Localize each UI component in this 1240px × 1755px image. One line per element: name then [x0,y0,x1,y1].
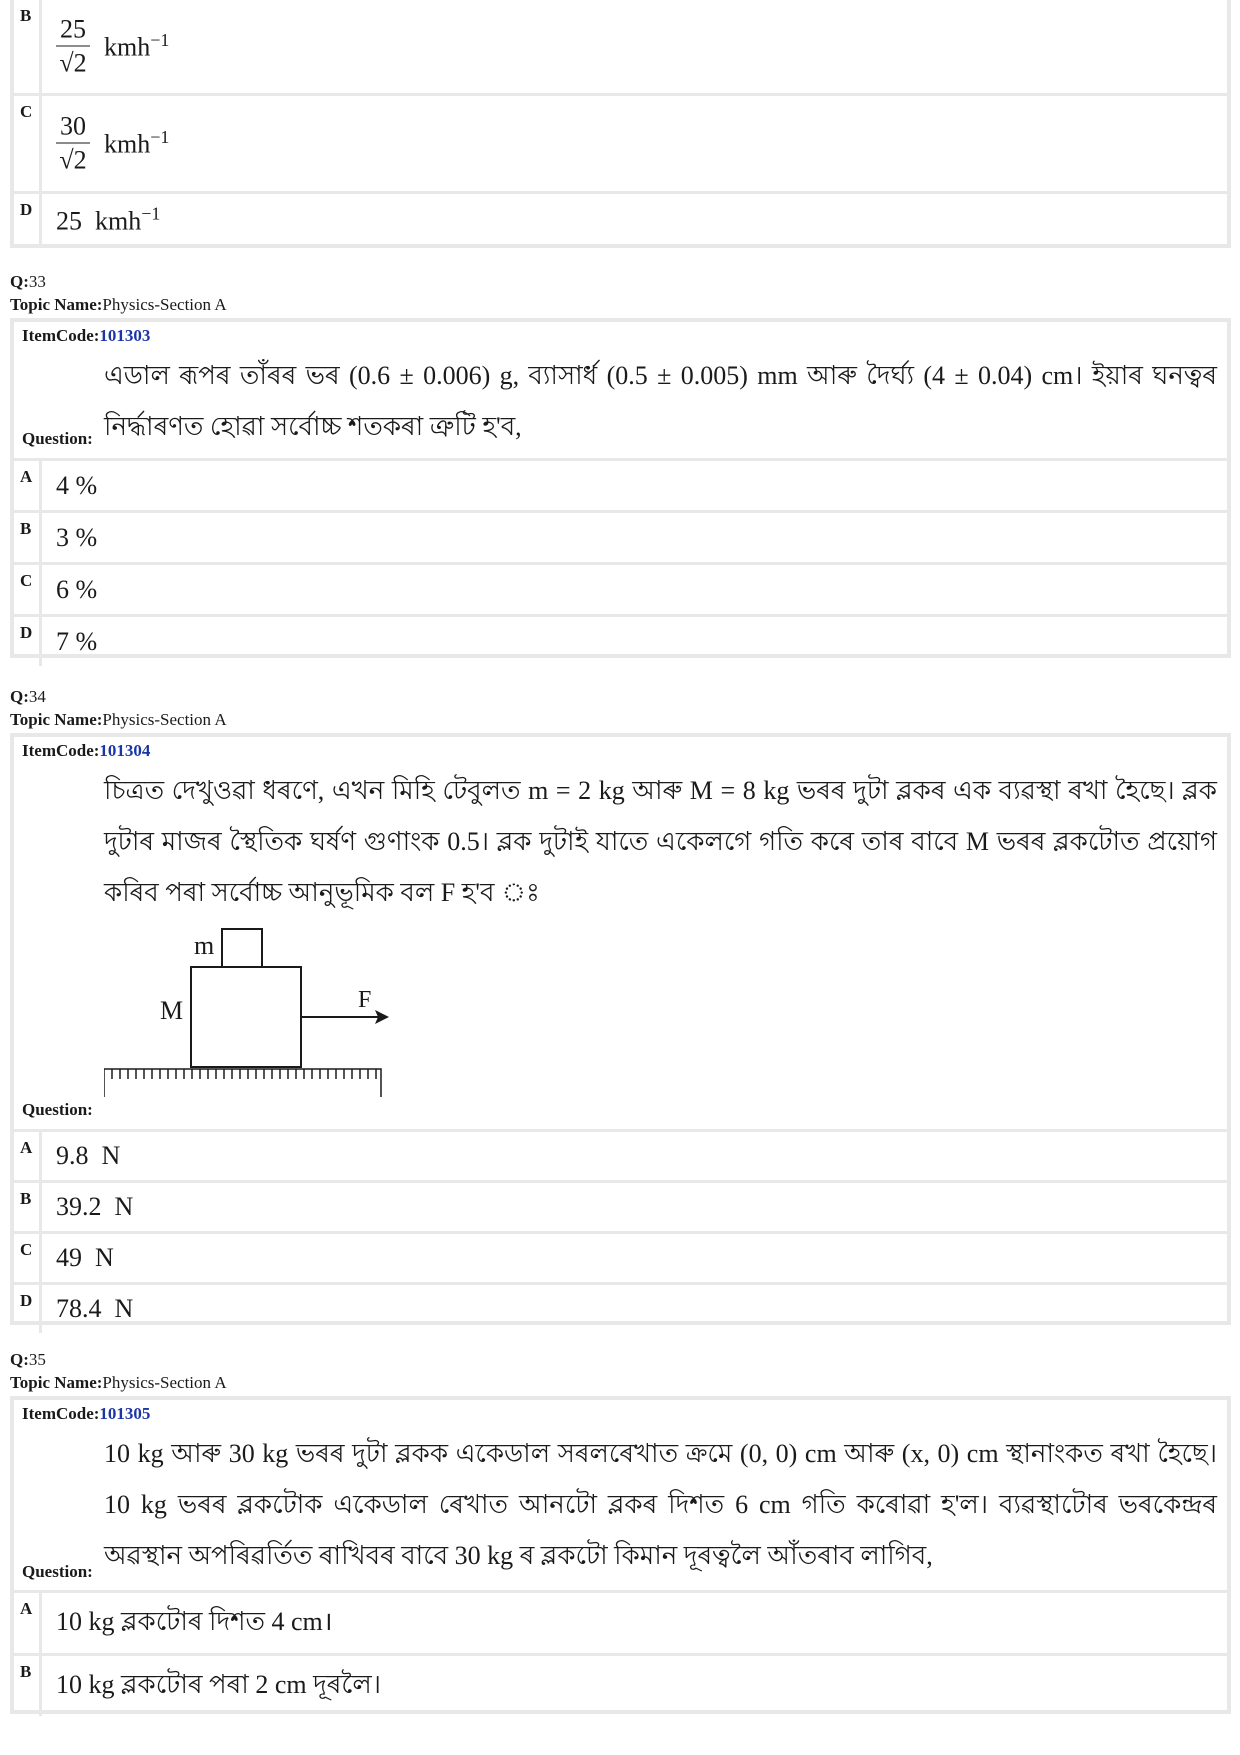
itemcode-label: ItemCode: [22,1404,100,1423]
itemcode-value: 101305 [99,1404,151,1423]
option-value [56,13,169,80]
q33-option-b[interactable] [14,513,1227,565]
q33-header [10,270,227,316]
fraction [56,110,90,177]
topic-value: Physics-Section A [102,295,227,314]
q-number: 33 [28,272,46,291]
q32-options-box [10,0,1231,248]
option-letter: A [14,461,42,510]
q32-option-d[interactable] [14,194,1227,246]
question-text: এডাল ৰূপৰ তাঁৰৰ ভৰ (0.6 ± 0.006) g, ব্যাসাৰ্ধ (0.5 ± 0.005) mm আৰু দৈৰ্ঘ্য (4 ± 0.04) cm। ইয়াৰ ঘনত্বৰ নিৰ্দ্ধাৰণত হোৱা সৰ্বোচ্চ শতকৰা ত্ৰুটি হ'ব, [104,361,1217,441]
table-surface [104,1069,381,1097]
q33-question [14,322,1227,461]
big-block-M [191,967,301,1067]
option-value: 78.4 N [56,1294,134,1323]
itemcode [22,741,150,761]
q33-option-a[interactable] [14,461,1227,513]
unit-text: kmh [104,32,151,62]
fraction-denominator: √2 [59,48,87,77]
q35-box [10,1396,1231,1714]
q33-option-d[interactable] [14,617,1227,666]
itemcode [22,1404,150,1424]
question-number [10,270,227,293]
option-text: 25 kmh [56,206,142,236]
option-letter: D [14,194,42,246]
topic-name [10,1371,227,1394]
blocks-force-figure [104,927,404,1117]
unit-exponent: −1 [141,203,161,224]
label-m: m [194,931,215,960]
option-value: 10 kg ব্লকটোৰ পৰা 2 cm দূৰলৈ। [56,1670,381,1699]
label-M: M [160,996,184,1025]
option-letter: C [14,565,42,614]
topic-value: Physics-Section A [102,1373,227,1392]
q32-option-b[interactable] [14,0,1227,96]
small-block-m [222,929,262,967]
option-letter: C [14,96,42,191]
option-letter: D [14,617,42,666]
question-label: Question: [22,1562,93,1581]
label-F: F [358,987,372,1013]
fraction [56,13,90,80]
option-value: 49 N [56,1243,114,1272]
topic-value: Physics-Section A [102,710,227,729]
q34-header [10,685,227,731]
q-label: Q: [10,272,29,291]
q34-option-b[interactable] [14,1183,1227,1234]
q35-header [10,1348,227,1394]
q-number: 34 [28,687,46,706]
q33-option-c[interactable] [14,565,1227,617]
question-label: Question: [22,1100,93,1119]
q34-option-a[interactable] [14,1132,1227,1183]
fraction-denominator: √2 [59,145,87,174]
topic-name [10,293,227,316]
option-letter: D [14,1285,42,1333]
option-letter: C [14,1234,42,1282]
itemcode [22,326,150,346]
option-value: 39.2 N [56,1192,134,1221]
itemcode-value: 101304 [99,741,151,760]
option-value: 10 kg ব্লকটোৰ দিশত 4 cm। [56,1607,333,1636]
q35-option-a[interactable] [14,1593,1227,1656]
option-letter: B [14,0,42,93]
q-label: Q: [10,687,29,706]
q35-question [14,1400,1227,1593]
option-letter: A [14,1132,42,1180]
option-letter: B [14,1183,42,1231]
q35-option-b[interactable] [14,1656,1227,1716]
option-letter: A [14,1593,42,1653]
unit-exponent: −1 [150,127,170,148]
unit [104,127,170,159]
question-text: চিত্ৰত দেখুওৱা ধৰণে, এখন মিহি টেবুলত m = 2 kg আৰু M = 8 kg ভৰৰ দুটা ব্লকৰ এক ব্যৱস্থা ৰখা হৈছে। ব্লক দুটাৰ মাজৰ স্থৈতিক ঘৰ্ষণ গুণাংক 0.5। ব্লক দুটাই যাতে একেলগে গতি কৰে তাৰ বাবে M ভৰৰ ব্লকটোত প্ৰয়োগ কৰিব পৰা সৰ্বোচ্চ আনুভূমিক বল F হ'ব ঃ [104,776,1217,907]
unit-exponent: −1 [150,30,170,51]
q34-question [14,737,1227,1132]
option-value: 6 % [56,574,98,604]
q34-option-d[interactable] [14,1285,1227,1333]
topic-label: Topic Name: [10,295,103,314]
itemcode-label: ItemCode: [22,326,100,345]
option-value: 9.8 N [56,1141,121,1170]
option-letter: B [14,513,42,562]
option-letter: B [14,1656,42,1716]
option-value: 4 % [56,470,98,500]
question-text: 10 kg আৰু 30 kg ভৰৰ দুটা ব্লকক একেডাল সৰলৰেখাত ক্ৰমে (0, 0) cm আৰু (x, 0) cm স্থানাংকত ৰখা হৈছে। 10 kg ভৰৰ ব্লকটোক একেডাল ৰেখাত আনটো ব্লকৰ দিশত 6 cm গতি কৰোৱা হ'ল। ব্যৱস্থাটোৰ ভৰকেন্দ্ৰৰ অৱস্থান অপৰিৱৰ্তিত ৰাখিবৰ বাবে 30 kg ৰ ব্লকটো কিমান দূৰত্বলৈ আঁতৰাব লাগিব, [104,1439,1217,1570]
q34-box [10,733,1231,1325]
topic-label: Topic Name: [10,710,103,729]
fraction-numerator: 25 [56,13,90,46]
question-number [10,1348,227,1371]
q34-option-c[interactable] [14,1234,1227,1285]
option-value [56,110,169,177]
option-value: 7 % [56,626,98,656]
topic-label: Topic Name: [10,1373,103,1392]
option-value [56,204,160,237]
question-label: Question: [22,429,93,448]
itemcode-value: 101303 [99,326,151,345]
q-number: 35 [28,1350,46,1369]
q33-box [10,318,1231,658]
unit-text: kmh [104,129,151,159]
fraction-numerator: 30 [56,110,90,143]
itemcode-label: ItemCode: [22,741,100,760]
q-label: Q: [10,1350,29,1369]
option-value: 3 % [56,522,98,552]
q32-option-c[interactable] [14,96,1227,194]
topic-name [10,708,227,731]
question-number [10,685,227,708]
unit [104,30,170,62]
